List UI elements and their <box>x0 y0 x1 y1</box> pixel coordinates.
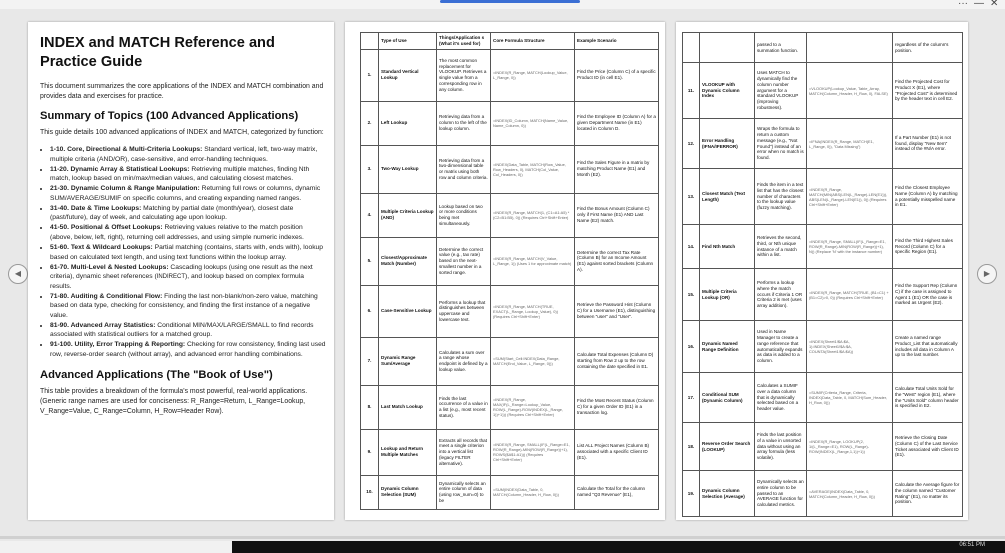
cell-type: Dynamic Named Range Definition <box>700 321 755 373</box>
topic-item <box>50 321 326 340</box>
cell-num <box>683 33 700 63</box>
topic-item <box>50 184 326 203</box>
cell-example: Retrieve the Password Hint (Column C) for a Username (E1), distinguishing between "user" and "User". <box>575 285 659 337</box>
cell-use: Uses MATCH to dynamically find the column number argument for a standard VLOOKUP (improving robustness). <box>755 63 807 119</box>
cell-use: Retrieving data from a column to the left of the lookup column. <box>437 101 491 145</box>
table-row <box>683 471 963 517</box>
summary-heading: Summary of Topics (100 Advanced Applications) <box>40 109 299 122</box>
cell-formula: =INDEX(R_Range, SMALL(IF(L_Range=E1, ROW(R_Range)-MIN(ROW(R_Range))+1), N)) (Replace 'N' with the instance number) <box>807 225 893 269</box>
cell-use: Determine the correct value (e.g., tax rate) based on the next-smallest number in a sorted range. <box>437 237 491 285</box>
cell-formula: =INDEX(ID_Column, MATCH(Name_Value, Name_Column, 0)) <box>491 101 575 145</box>
topic-item <box>50 223 326 242</box>
cell-example: Find the Bonus Amount (Column C) only if First Name (E1) AND Last Name (E2) match. <box>575 193 659 237</box>
topic-item <box>50 204 326 223</box>
cell-num: 3. <box>361 145 379 193</box>
cell-type: Find Nth Match <box>700 225 755 269</box>
cell-formula: =INDEX(Data_Table, MATCH(Row_Value, Row_Headers, 0), MATCH(Col_Value, Col_Headers, 0)) <box>491 145 575 193</box>
topic-description: Matching by partial date (month/year), closest date (past/future), day of week, and calculating age upon lookup. <box>50 204 294 222</box>
topic-item <box>50 165 326 184</box>
viewer-top-bar <box>0 0 1005 9</box>
topic-range-label: 91-100. Utility, Error Trapping & Reporting: <box>50 341 186 349</box>
document-title: INDEX and MATCH Reference and Practice Guide <box>40 35 275 70</box>
cell-type: Conditional SUM (Dynamic Column) <box>700 373 755 423</box>
taskbar-clock: 06:51 PM <box>959 542 985 548</box>
cell-use: Dynamically selects an entire column of data (using row_num=0) to be <box>437 475 491 509</box>
cell-num: 5. <box>361 237 379 285</box>
topic-range-label: 51-60. Text & Wildcard Lookups: <box>50 243 153 251</box>
cell-use: Finds the item in a text list that has the closest number of characters to the lookup value (fuzzy matching). <box>755 169 807 225</box>
cell-num: 16. <box>683 321 700 373</box>
advanced-heading: Advanced Applications (The "Book of Use") <box>40 369 273 382</box>
cell-example: Find the Support Rep (Column C) if the case is assigned to Agent 1 (E1) OR the case is marked as Urgent (E2). <box>893 269 963 321</box>
cell-type: Last Match Lookup <box>379 385 437 429</box>
cell-use: Performs a lookup where the match occurs if Criteria 1 OR Criteria 2 is met (uses array addition). <box>755 269 807 321</box>
cell-type <box>700 33 755 63</box>
cell-type: Multiple Criteria Lookup (OR) <box>700 269 755 321</box>
cell-formula <box>807 33 893 63</box>
cell-example: Determine the correct Tax Rate (Column B) for an Income Amount (E1) against sorted brackets (Column A). <box>575 237 659 285</box>
topic-range-label: 61-70. Multi-Level & Nested Lookups: <box>50 263 169 271</box>
table-row <box>361 429 659 475</box>
more-options-icon[interactable]: ··· <box>958 0 968 9</box>
cell-num: 18. <box>683 423 700 471</box>
cell-num: 17. <box>683 373 700 423</box>
applications-table-1 <box>360 32 659 510</box>
document-page-2 <box>345 22 665 520</box>
topic-description: Partial matching (contains, starts with, ends with), lookup based on calculated text length, and using text functions within the lookup array. <box>50 243 323 261</box>
cell-type: Error Handling (IFNA/IFERROR) <box>700 119 755 169</box>
document-page-1 <box>28 22 334 520</box>
table-row <box>361 385 659 429</box>
close-icon[interactable]: ✕ <box>990 0 999 9</box>
table-row <box>361 193 659 237</box>
cell-example: Calculate the Average figure for the column named "Customer Rating" (E1), no matter its position. <box>893 471 963 517</box>
document-page-3 <box>676 22 968 520</box>
topic-item <box>50 263 326 292</box>
cell-formula: =INDEX(R_Range, MATCH(TRUE, EXACT(L_Range, Lookup_Value), 0)) (Requires Ctrl+Shift+Enter) <box>491 285 575 337</box>
table-row <box>361 237 659 285</box>
cell-type: Dynamic Column Selection (Average) <box>700 471 755 517</box>
topic-item <box>50 145 326 164</box>
cell-num: 7. <box>361 337 379 385</box>
cell-num: 11. <box>683 63 700 119</box>
cell-num: 8. <box>361 385 379 429</box>
cell-formula: =INDEX(R_Range, MATCH(1, (C1=A1:A5) * (C2=B1:B5), 0)) (Requires Ctrl+Shift+Enter) <box>491 193 575 237</box>
cell-use: Wraps the formula to return a custom message (e.g., "Not Found") instead of an error when no match is found. <box>755 119 807 169</box>
cell-num: 1. <box>361 49 379 101</box>
column-header: Core Formula Structure <box>491 33 575 50</box>
cell-type: Standard Vertical Lookup <box>379 49 437 101</box>
table-row <box>683 373 963 423</box>
topic-range-label: 41-50. Positional & Offset Lookups: <box>50 224 163 232</box>
cell-use: Finds the last occurrence of a value in a list (e.g., most recent status). <box>437 385 491 429</box>
cell-type: Reverse Order Search (LOOKUP) <box>700 423 755 471</box>
topic-range-label: 21-30. Dynamic Column & Range Manipulation: <box>50 185 200 193</box>
topic-description-tail: ), and lookup based on complex formula results. <box>50 273 304 290</box>
cell-type: Multiple Criteria Lookup (AND) <box>379 193 437 237</box>
table-row <box>683 225 963 269</box>
intro-paragraph: This document summarizes the core applications of the INDEX and MATCH combination and provides data and exercises for practice. <box>40 82 324 100</box>
cell-use: Extracts all records that meet a single criterion into a vertical list (legacy FILTER alternative). <box>437 429 491 475</box>
table-row <box>361 101 659 145</box>
cell-formula: =SUM(INDEX(Data_Table, 0, MATCH(Column_Header, H_Row, 0))) <box>491 475 575 509</box>
column-header: Type of Use <box>379 33 437 50</box>
topic-item <box>50 292 326 321</box>
table-row <box>683 63 963 119</box>
cell-example: regardless of the column's position. <box>893 33 963 63</box>
table-row <box>361 145 659 193</box>
table-row <box>361 49 659 101</box>
cell-example: If a Part Number (E1) is not found, display "New Item" instead of the #N/A error. <box>893 119 963 169</box>
table-row <box>683 119 963 169</box>
cell-formula: =INDEX(R_Range, MATCH(Lookup_Value, L_Range, 0)) <box>491 49 575 101</box>
topic-range-label: 31-40. Date & Time Lookups: <box>50 204 142 212</box>
cell-use: Retrieves the second, third, or Nth unique instance of a match within a list. <box>755 225 807 269</box>
table-row <box>361 475 659 509</box>
topic-item <box>50 243 326 262</box>
column-header: Example Scenario <box>575 33 659 50</box>
cell-formula: =INDEX(R_Range, LOOKUP(2, 1/(L_Range=E1), ROW(L_Range)-ROW(INDEX(L_Range,1,1))+1)) <box>807 423 893 471</box>
topic-description: Cascading lookups (using one result as the next criteria), dynamic sheet references ( <box>50 263 313 281</box>
cell-use: Calculates a sum over a range whose endpoint is defined by a lookup value. <box>437 337 491 385</box>
table-row <box>683 33 963 63</box>
table-row <box>361 285 659 337</box>
cell-example: Find the Projected Cost for Product X (E1), where "Projected Cost" is determined by the header text in cell E2. <box>893 63 963 119</box>
cell-example: Find the Third Highest Sales Record (Column C) for a specific Region (E1). <box>893 225 963 269</box>
cell-type: Closest Match (Text Length) <box>700 169 755 225</box>
cell-type: Dynamic Column Selection (SUM) <box>379 475 437 509</box>
cell-formula: =AVERAGE(INDEX(Data_Table, 0, MATCH(Column_Header, H_Row, 0))) <box>807 471 893 517</box>
cell-use: Calculates a SUMIF over a data column that is dynamically selected based on a header value. <box>755 373 807 423</box>
cell-use: Dynamically selects an entire column to be passed to an AVERAGE function for calculated metrics. <box>755 471 807 517</box>
cell-use: passed to a summation function. <box>755 33 807 63</box>
cell-num: 15. <box>683 269 700 321</box>
cell-use: Used in Name Manager to create a range reference that automatically expands as data is added to a column. <box>755 321 807 373</box>
column-header <box>361 33 379 50</box>
cell-formula: =INDEX(Sheet1!$A:$A, 1):INDEX(Sheet1!$A:$A, COUNTA(Sheet1!$A:$A)) <box>807 321 893 373</box>
cell-formula: =INDEX(R_Range, MAX(IF(L_Range=Lookup_Value, ROW(L_Range)-ROW(INDEX(L_Range, 1))+1))) (Requires Ctrl+Shift+Enter) <box>491 385 575 429</box>
cell-example: Calculate Total Units Sold for the "West" region (E1), where the "Units Sold" column header is specified in E2. <box>893 373 963 423</box>
topic-description: Finding the last non-blank/non-zero value, matching based on data type, checking for consistency, and finding the first instance of a negative value. <box>50 292 318 319</box>
cell-type: Lookup and Return Multiple Matches <box>379 429 437 475</box>
topic-range-label: 11-20. Dynamic Array & Statistical Lookups: <box>50 165 190 173</box>
taskbar-search-box[interactable] <box>0 541 232 553</box>
cell-type: Closest/Approximate Match (Number) <box>379 237 437 285</box>
cell-use: Lookup based on two or more conditions being met simultaneously. <box>437 193 491 237</box>
cell-formula: =IFNA(INDEX(R_Range, MATCH(E1, L_Range, 0)), "Data Missing") <box>807 119 893 169</box>
cell-example: Find the Sales Figure in a matrix by matching Product Name (E1) and Month (E2). <box>575 145 659 193</box>
cell-use: Retrieving data from a two-dimensional table or matrix using both row and column criteria. <box>437 145 491 193</box>
next-page-button[interactable]: ▶ <box>977 264 997 284</box>
applications-table-2 <box>682 32 963 517</box>
table-row <box>683 423 963 471</box>
cell-num: 19. <box>683 471 700 517</box>
table-header-row <box>361 33 659 50</box>
topic-range-label: 1-10. Core, Directional & Multi-Criteria Lookups: <box>50 146 203 154</box>
cell-num: 12. <box>683 119 700 169</box>
cell-formula: =INDEX(R_Range, MATCH(MIN(ABS(LEN(L_Range)-LEN(E1))), ABS(LEN(L_Range)-LEN(E1)), 0)) (Requires Ctrl+Shift+Enter) <box>807 169 893 225</box>
column-header: Things/Application s (What it's used for) <box>437 33 491 50</box>
table-row <box>361 337 659 385</box>
minimize-icon[interactable]: — <box>974 0 984 9</box>
cell-formula: =INDEX(R_Range, MATCH(TRUE, (B1=C1) + (B1=C2)>0, 0)) (Requires Ctrl+Shift+Enter) <box>807 269 893 321</box>
taskbar <box>0 541 1005 553</box>
topic-range-label: 81-90. Advanced Array Statistics: <box>50 321 156 329</box>
horizontal-scrollbar[interactable] <box>0 536 1005 539</box>
table-row <box>683 269 963 321</box>
topic-description: Checking for row consistency, finding last used row, reverse-order search (without array), and advanced error handling combinations. <box>50 341 326 358</box>
table-row <box>683 321 963 373</box>
topic-item <box>50 340 326 359</box>
cell-num: 14. <box>683 225 700 269</box>
topic-description: Retrieving values relative to the match position (above, below, left, right), returning cell addresses, and using simple numeric indexes. <box>50 224 304 241</box>
cell-type: Two-Way Lookup <box>379 145 437 193</box>
topic-list <box>40 145 326 359</box>
cell-example: Create a named range Product_List that automatically includes all data in Column A up to the last number. <box>893 321 963 373</box>
cell-formula: =SUM(Start_Cell:INDEX(Data_Range, MATCH(End_Value, L_Range, 0))) <box>491 337 575 385</box>
cell-formula: =SUMIF(Criteria_Range, Criteria, INDEX(Data_Table, 0, MATCH(Sum_Header, H_Row, 0))) <box>807 373 893 423</box>
topic-description: Retrieving multiple matches, finding Nth match, lookup based on min/max/median values, and calculating closest matches. <box>50 165 310 183</box>
table-row <box>683 169 963 225</box>
cell-example: Find the Price (Column C) of a specific Product ID (in cell E1). <box>575 49 659 101</box>
cell-use: Performs a lookup that distinguishes between uppercase and lowercase text. <box>437 285 491 337</box>
topic-description: Standard vertical, left, two-way matrix, multiple criteria (AND/OR), case-sensitive, and error-handling techniques. <box>50 146 318 163</box>
cell-type: Dynamic Range Sum/Average <box>379 337 437 385</box>
cell-formula: =VLOOKUP(Lookup_Value, Table_Array, MATCH(Column_Header, H_Row, 0), FALSE) <box>807 63 893 119</box>
cell-use: The most common replacement for VLOOKUP. Retrieves a single value from a corresponding row in any column. <box>437 49 491 101</box>
cell-num: 6. <box>361 285 379 337</box>
cell-type: Left Lookup <box>379 101 437 145</box>
cell-example: Find the Employee ID (Column A) for a given Department Name (in E1) located in Column D. <box>575 101 659 145</box>
cell-example: Calculate Total Expenses (Column D) starting from Row 2 up to the row containing the date specified in E1. <box>575 337 659 385</box>
topic-description: Conditional MIN/MAX/LARGE/SMALL to find records associated with statistical outliers for a matched group. <box>50 321 314 339</box>
cell-num: 10. <box>361 475 379 509</box>
loading-progress <box>440 0 580 3</box>
topic-range-label: 71-80. Auditing & Conditional Flow: <box>50 292 163 300</box>
advanced-intro: This table provides a breakdown of the formula's most powerful, real-world applications. (Generic range names are used for conciseness: R_Range=Return, L_Range=Lookup, V_Range=Value, C_Range=Column, H_Row=Header Row). <box>40 388 308 415</box>
cell-formula: =INDEX(R_Range, MATCH(V_Value, L_Range, 1)) (Uses 1 for approximate match) <box>491 237 575 285</box>
summary-intro: This guide details 100 advanced applications of INDEX and MATCH, categorized by function: <box>40 128 324 136</box>
cell-example: Find the Most Recent Status (Column C) for a given Order ID (E1) in a transaction log. <box>575 385 659 429</box>
function-name: INDIRECT <box>156 274 186 281</box>
cell-type: VLOOKUP with Dynamic Column Index <box>700 63 755 119</box>
cell-example: Find the Closest Employee Name (Column A) by matching a potentially misspelled name in E1. <box>893 169 963 225</box>
cell-num: 2. <box>361 101 379 145</box>
cell-num: 9. <box>361 429 379 475</box>
cell-num: 4. <box>361 193 379 237</box>
cell-num: 13. <box>683 169 700 225</box>
cell-example: Calculate the Total for the column named "Q3 Revenue" (E1), <box>575 475 659 509</box>
cell-use: Finds the last position of a value in unsorted data without using an array formula (less volatile). <box>755 423 807 471</box>
cell-type: Case-Sensitive Lookup <box>379 285 437 337</box>
cell-example: List ALL Project Names (Column B) associated with a specific Client ID (E1). <box>575 429 659 475</box>
topic-description: Returning full rows or columns, dynamic SUM/AVERAGE/SUMIF on specific columns, and creating expanding named ranges. <box>50 185 321 202</box>
previous-page-button[interactable]: ◀ <box>8 264 28 284</box>
cell-example: Retrieve the Closing Date (Column C) of the Last Service Ticket associated with Client ID (E1). <box>893 423 963 471</box>
cell-formula: =INDEX(R_Range, SMALL(IF(L_Range=E1, ROW(R_Range)-MIN(ROW(R_Range))+1), ROWS($A$1:A1))) (Requires Ctrl+Shift+Enter) <box>491 429 575 475</box>
